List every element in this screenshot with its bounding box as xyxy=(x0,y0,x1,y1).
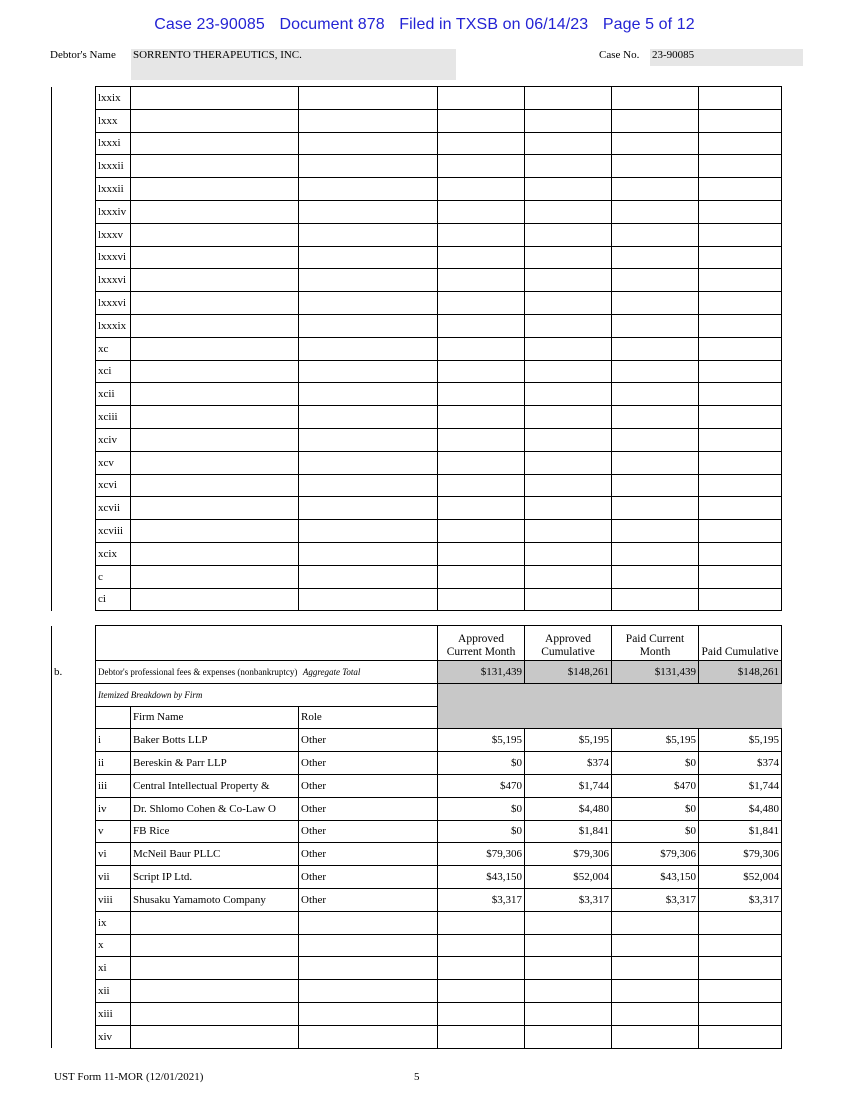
firm-amount: $1,841 xyxy=(525,820,612,843)
firm-role: Other xyxy=(299,888,438,911)
firm-amount: $470 xyxy=(438,774,525,797)
section-b-label: b. xyxy=(52,661,96,684)
firm-index: vi xyxy=(96,843,131,866)
firm-index: v xyxy=(96,820,131,843)
row-index: xcviii xyxy=(96,520,131,543)
table-row xyxy=(52,497,782,520)
firm-amount: $3,317 xyxy=(612,888,699,911)
row-index: lxxxi xyxy=(96,132,131,155)
firm-name xyxy=(131,1025,299,1048)
aggregate-row xyxy=(52,661,782,684)
table-row xyxy=(52,1002,782,1025)
firm-amount xyxy=(438,934,525,957)
stamp-page: Page 5 of 12 xyxy=(602,16,695,33)
firm-amount: $5,195 xyxy=(699,729,782,752)
firm-amount: $79,306 xyxy=(525,843,612,866)
table-row xyxy=(52,223,782,246)
aggregate-approved-current: $131,439 xyxy=(438,661,525,684)
firm-amount: $79,306 xyxy=(438,843,525,866)
table-row xyxy=(52,934,782,957)
table-row xyxy=(52,866,782,889)
firm-amount xyxy=(699,934,782,957)
firm-index: xiii xyxy=(96,1002,131,1025)
firm-amount: $0 xyxy=(438,752,525,775)
firm-amount: $43,150 xyxy=(438,866,525,889)
firm-name: Bereskin & Parr LLP xyxy=(131,752,299,775)
aggregate-total-label: Aggregate Total xyxy=(302,666,361,677)
filing-stamp xyxy=(0,16,849,34)
firm-name xyxy=(131,1002,299,1025)
firm-index: i xyxy=(96,729,131,752)
firm-amount: $5,195 xyxy=(612,729,699,752)
firm-name: Baker Botts LLP xyxy=(131,729,299,752)
table-row xyxy=(52,474,782,497)
firm-amount: $4,480 xyxy=(699,797,782,820)
firm-amount xyxy=(438,980,525,1003)
table-row xyxy=(52,178,782,201)
table-row xyxy=(52,752,782,775)
firm-amount: $52,004 xyxy=(699,866,782,889)
firm-name xyxy=(131,957,299,980)
firm-amount: $0 xyxy=(438,820,525,843)
header-paid-current: Paid Current Month xyxy=(612,626,699,661)
firm-amount xyxy=(612,1002,699,1025)
firm-index: ix xyxy=(96,911,131,934)
row-index: xci xyxy=(96,360,131,383)
firm-amount: $52,004 xyxy=(525,866,612,889)
header-approved-current: Approved Current Month xyxy=(438,626,525,661)
firm-role: Other xyxy=(299,820,438,843)
firm-amount xyxy=(699,1025,782,1048)
row-index: xc xyxy=(96,337,131,360)
table-row xyxy=(52,292,782,315)
firm-amount: $5,195 xyxy=(525,729,612,752)
firm-index: ii xyxy=(96,752,131,775)
firm-role xyxy=(299,957,438,980)
table-row xyxy=(52,428,782,451)
table-row xyxy=(52,980,782,1003)
table-row xyxy=(52,843,782,866)
firm-amount: $79,306 xyxy=(699,843,782,866)
firm-role: Other xyxy=(299,752,438,775)
table-row xyxy=(52,132,782,155)
row-index: lxxxii xyxy=(96,178,131,201)
table-row xyxy=(52,565,782,588)
table-row xyxy=(52,360,782,383)
firm-amount: $3,317 xyxy=(438,888,525,911)
row-index: xcvii xyxy=(96,497,131,520)
row-index: lxxx xyxy=(96,109,131,132)
table-row xyxy=(52,314,782,337)
firm-amount: $1,744 xyxy=(525,774,612,797)
aggregate-paid-current: $131,439 xyxy=(612,661,699,684)
table-row xyxy=(52,797,782,820)
firm-amount: $4,480 xyxy=(525,797,612,820)
firm-amount: $374 xyxy=(525,752,612,775)
table-row xyxy=(52,774,782,797)
row-index: lxxix xyxy=(96,87,131,110)
firm-amount: $0 xyxy=(612,752,699,775)
table-row xyxy=(52,911,782,934)
firm-amount xyxy=(438,911,525,934)
debtor-name-value: SORRENTO THERAPEUTICS, INC. xyxy=(133,49,302,61)
firm-amount: $0 xyxy=(438,797,525,820)
firm-role: Other xyxy=(299,797,438,820)
aggregate-approved-cumulative: $148,261 xyxy=(525,661,612,684)
firm-amount xyxy=(525,957,612,980)
aggregate-paid-cumulative: $148,261 xyxy=(699,661,782,684)
row-index: xcv xyxy=(96,451,131,474)
firm-amount: $5,195 xyxy=(438,729,525,752)
row-index: xcii xyxy=(96,383,131,406)
firm-role xyxy=(299,911,438,934)
firm-index: iv xyxy=(96,797,131,820)
row-index: lxxxii xyxy=(96,155,131,178)
firm-name xyxy=(131,980,299,1003)
firm-amount xyxy=(699,957,782,980)
firm-role: Other xyxy=(299,866,438,889)
firm-amount xyxy=(699,980,782,1003)
firm-role: Other xyxy=(299,729,438,752)
firm-amount xyxy=(525,1002,612,1025)
firm-amount xyxy=(699,1002,782,1025)
role-header: Role xyxy=(299,706,438,729)
row-index: xcvi xyxy=(96,474,131,497)
firm-amount xyxy=(525,980,612,1003)
firm-amount: $3,317 xyxy=(525,888,612,911)
firm-index: vii xyxy=(96,866,131,889)
firm-amount xyxy=(612,934,699,957)
row-index: lxxxvi xyxy=(96,269,131,292)
header-approved-cumulative: Approved Cumulative xyxy=(525,626,612,661)
row-index: ci xyxy=(96,588,131,611)
table-row xyxy=(52,520,782,543)
table-row xyxy=(52,957,782,980)
row-index: c xyxy=(96,565,131,588)
firm-amount xyxy=(699,911,782,934)
firm-amount: $1,744 xyxy=(699,774,782,797)
firm-amount xyxy=(612,1025,699,1048)
row-index: xciii xyxy=(96,406,131,429)
firm-amount: $1,841 xyxy=(699,820,782,843)
table-row xyxy=(52,406,782,429)
nonbankruptcy-fees-table xyxy=(51,625,782,1049)
table-row xyxy=(52,451,782,474)
table-row xyxy=(52,820,782,843)
firm-index: xii xyxy=(96,980,131,1003)
firm-name: McNeil Baur PLLC xyxy=(131,843,299,866)
firm-amount xyxy=(525,1025,612,1048)
stamp-case: Case 23-90085 xyxy=(154,16,265,33)
firm-name: Script IP Ltd. xyxy=(131,866,299,889)
itemized-label: Itemized Breakdown by Firm xyxy=(98,689,203,700)
firm-role xyxy=(299,1025,438,1048)
firm-amount: $0 xyxy=(612,797,699,820)
table-row xyxy=(52,542,782,565)
firm-index: x xyxy=(96,934,131,957)
stamp-filed: Filed in TXSB on 06/14/23 xyxy=(399,16,589,33)
row-index: xcix xyxy=(96,542,131,565)
firm-amount: $3,317 xyxy=(699,888,782,911)
firm-amount: $374 xyxy=(699,752,782,775)
firm-index: iii xyxy=(96,774,131,797)
table-row xyxy=(52,729,782,752)
firm-role xyxy=(299,934,438,957)
firm-amount xyxy=(612,957,699,980)
professional-fees-continuation-table xyxy=(51,86,782,611)
row-index: xciv xyxy=(96,428,131,451)
row-index: lxxxix xyxy=(96,314,131,337)
firm-index: viii xyxy=(96,888,131,911)
table-row xyxy=(52,87,782,110)
firm-name xyxy=(131,911,299,934)
column-header-row xyxy=(52,626,782,661)
row-index: lxxxiv xyxy=(96,200,131,223)
firm-amount xyxy=(612,911,699,934)
firm-amount: $0 xyxy=(612,820,699,843)
firm-name: FB Rice xyxy=(131,820,299,843)
firm-role xyxy=(299,980,438,1003)
table-row xyxy=(52,1025,782,1048)
table-row xyxy=(52,200,782,223)
firm-name xyxy=(131,934,299,957)
case-no-value: 23-90085 xyxy=(652,49,695,61)
firm-amount xyxy=(612,980,699,1003)
firm-amount: $79,306 xyxy=(612,843,699,866)
table-row xyxy=(52,888,782,911)
itemized-label-row xyxy=(52,683,782,706)
firm-index: xi xyxy=(96,957,131,980)
table-row xyxy=(52,109,782,132)
table-row xyxy=(52,155,782,178)
firm-amount xyxy=(525,911,612,934)
firm-name: Dr. Shlomo Cohen & Co-Law O xyxy=(131,797,299,820)
firm-amount xyxy=(438,957,525,980)
firm-role xyxy=(299,1002,438,1025)
table-row xyxy=(52,588,782,611)
table-row xyxy=(52,337,782,360)
firm-name: Shusaku Yamamoto Company xyxy=(131,888,299,911)
firm-amount xyxy=(525,934,612,957)
table-row xyxy=(52,246,782,269)
page-number: 5 xyxy=(414,1071,420,1083)
stamp-document: Document 878 xyxy=(279,16,385,33)
firm-name-header: Firm Name xyxy=(131,706,299,729)
row-index: lxxxvi xyxy=(96,292,131,315)
case-no-label: Case No. xyxy=(599,49,640,61)
row-index: lxxxvi xyxy=(96,246,131,269)
firm-amount xyxy=(438,1002,525,1025)
table-row xyxy=(52,269,782,292)
firm-index: xiv xyxy=(96,1025,131,1048)
debtor-name-label: Debtor's Name xyxy=(50,49,116,61)
firm-amount xyxy=(438,1025,525,1048)
row-index: lxxxv xyxy=(96,223,131,246)
header-paid-cumulative: Paid Cumulative xyxy=(699,626,782,661)
table-row xyxy=(52,383,782,406)
firm-role: Other xyxy=(299,774,438,797)
firm-header-row xyxy=(52,706,782,729)
aggregate-label: Debtor's professional fees & expenses (nonbankruptcy) xyxy=(98,666,298,677)
firm-amount: $43,150 xyxy=(612,866,699,889)
firm-role: Other xyxy=(299,843,438,866)
firm-name: Central Intellectual Property & xyxy=(131,774,299,797)
form-id: UST Form 11-MOR (12/01/2021) xyxy=(54,1071,204,1083)
firm-amount: $470 xyxy=(612,774,699,797)
